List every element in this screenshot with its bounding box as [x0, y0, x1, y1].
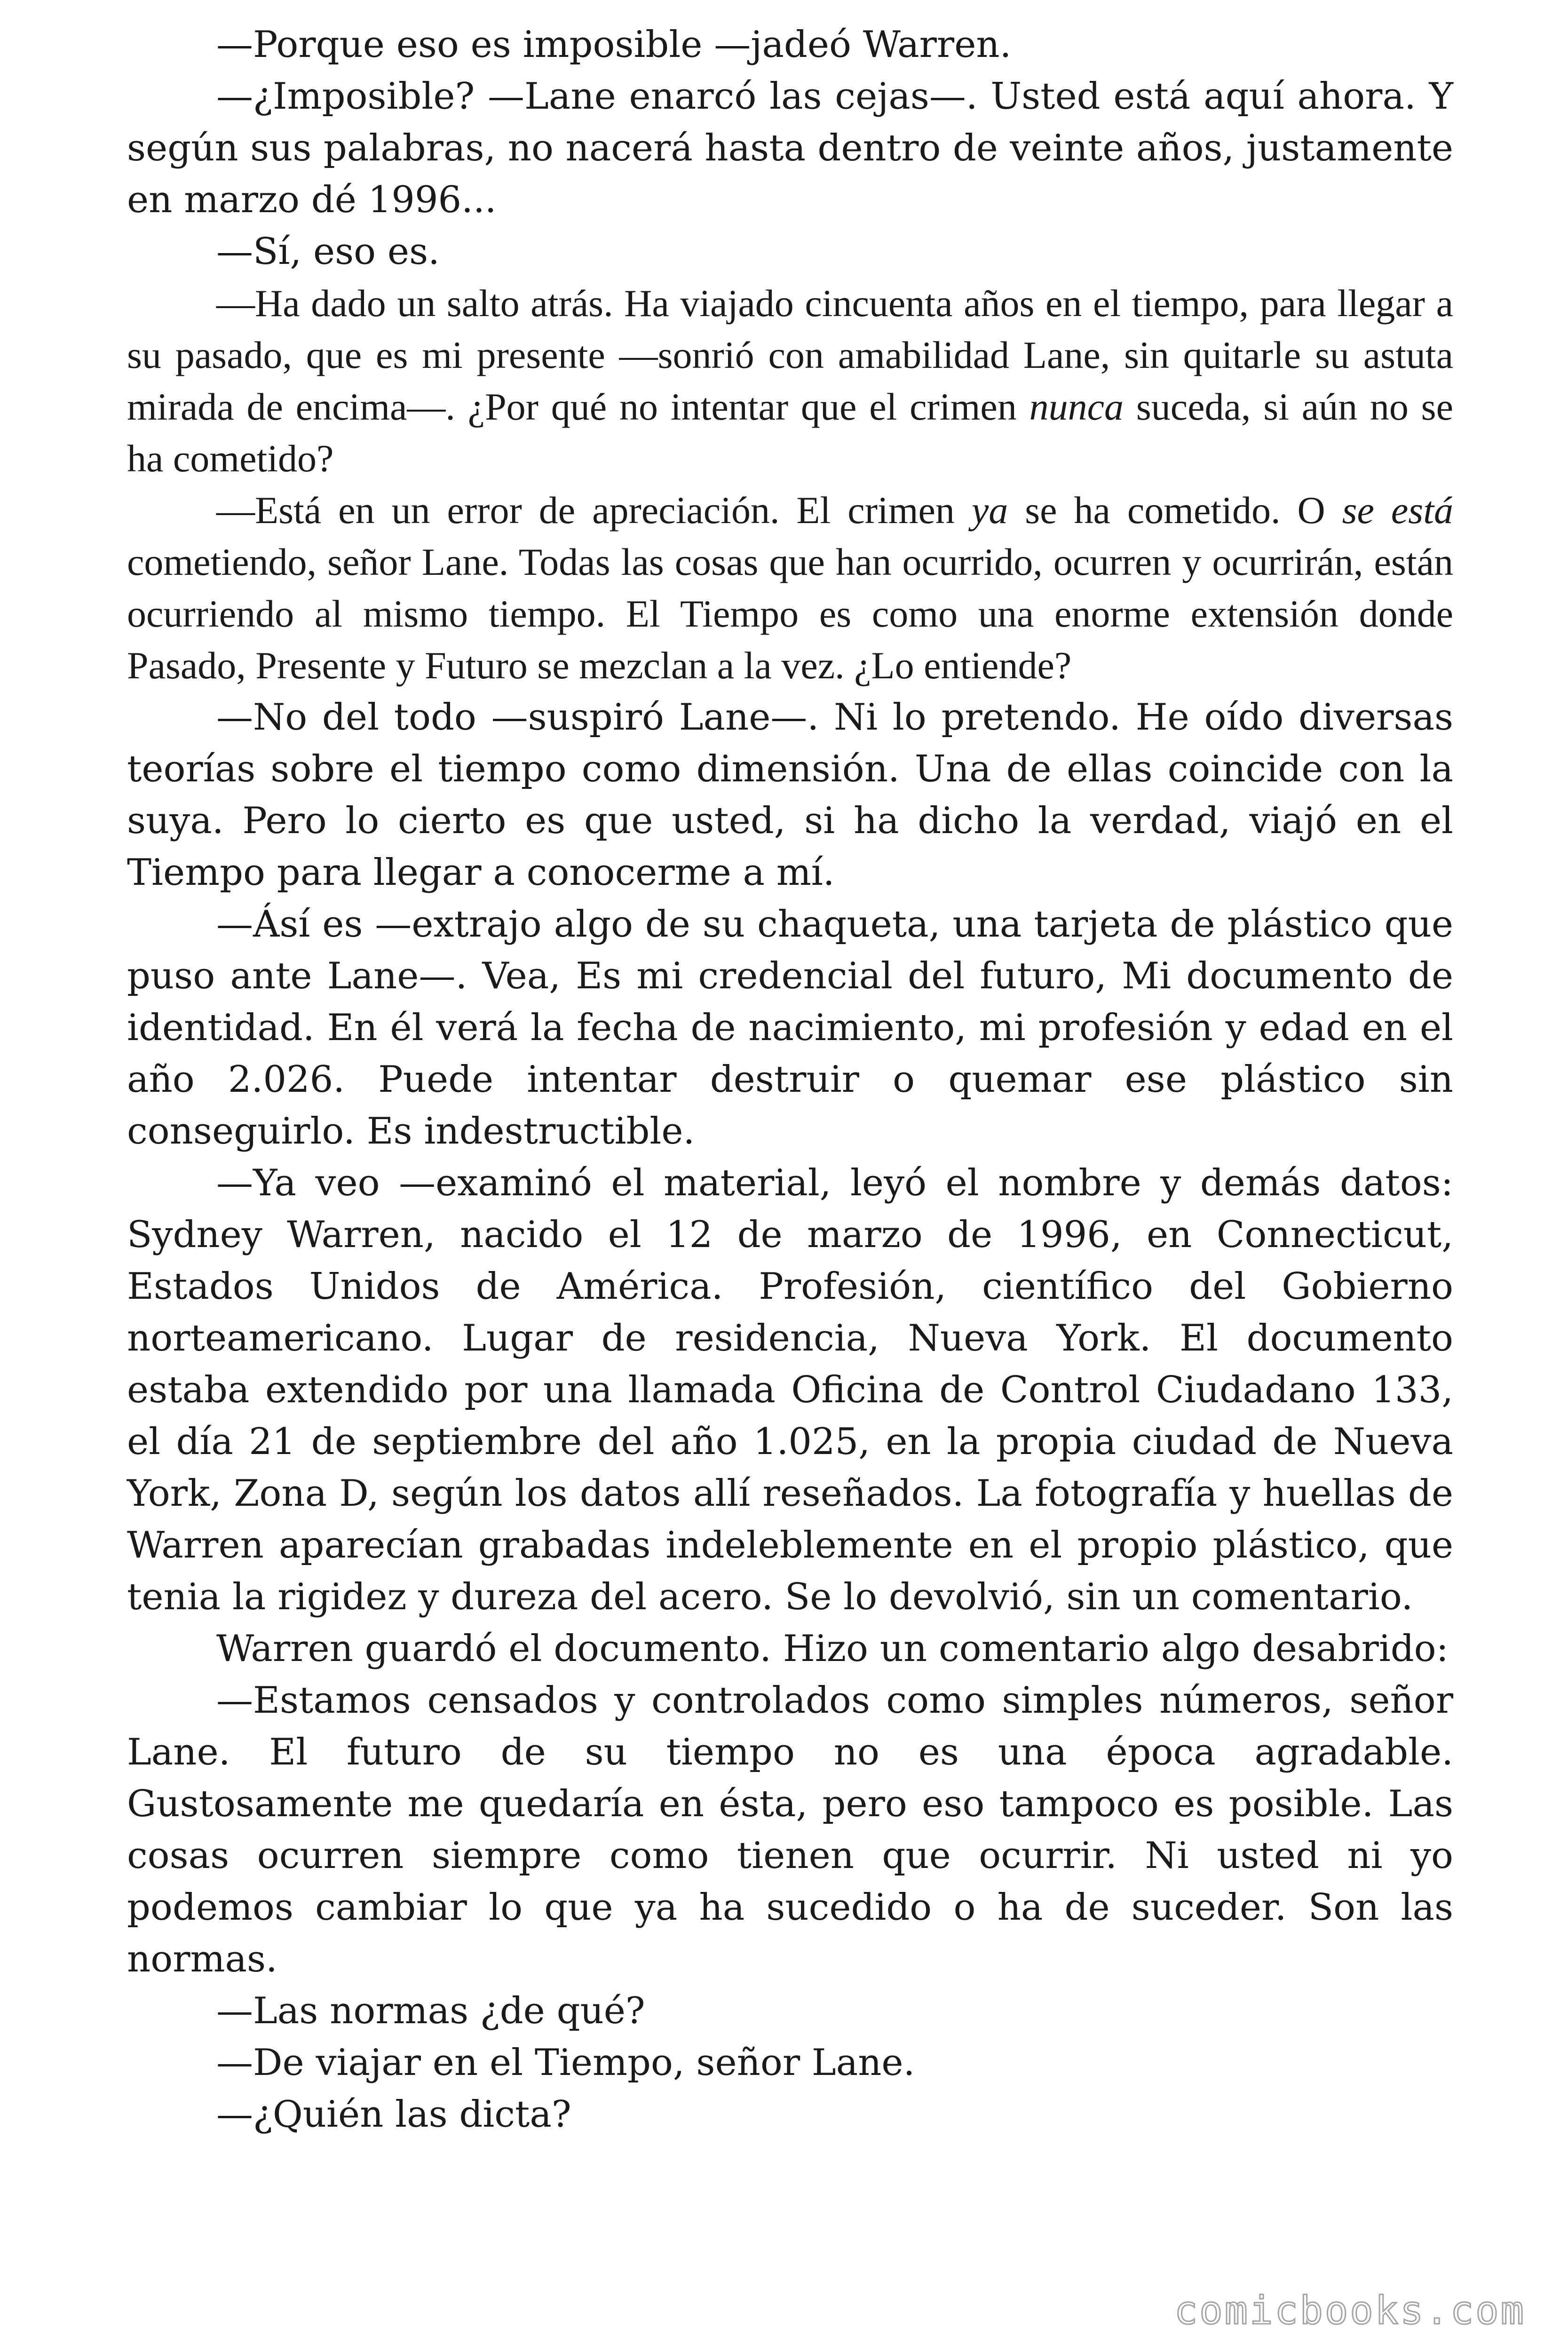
text-segment: —No del todo —suspiró Lane—. Ni lo pretendo. He oído diversas teorías sobre el tiempo como dimensión. Una de ellas coincide con la suya. Pero lo cierto es que usted, si ha dicho la verdad, viajó en el Tiempo para llegar a conocerme a mí. [127, 696, 1453, 894]
paragraph-p10 [127, 1675, 1453, 1985]
text-segment: cometiendo, señor Lane. Todas las cosas que han ocurrido, ocurren y ocurrirán, están ocurriendo al mismo tiempo. El Tiempo es como una enorme extensión donde Pasado, Presente y Futuro se mezclan a la vez. ¿Lo entiende? [127, 540, 1453, 687]
italic-text-segment: ya [971, 489, 1008, 532]
text-segment: —Ásí es —extrajo algo de su chaqueta, una tarjeta de plástico que puso ante Lane—. Vea, Es mi credencial del futuro, Mi documento de identidad. En él verá la fecha de nacimiento, mi profesión y edad en el año 2.026. Puede intentar destruir o quemar ese plástico sin conseguirlo. Es indestructible. [127, 903, 1453, 1152]
italic-text-segment: nunca [1029, 385, 1124, 428]
text-segment: —De viajar en el Tiempo, señor Lane. [216, 2042, 915, 2084]
text-segment: —Porque eso es imposible —jadeó Warren. [216, 24, 1012, 66]
text-segment: —Las normas ¿de qué? [216, 1990, 645, 2032]
paragraph-p6 [127, 691, 1453, 898]
text-column [127, 19, 1453, 2305]
paragraph-p8 [127, 1157, 1453, 1623]
text-segment: —Ha dado un salto atrás. Ha viajado cincuenta años en el tiempo, para llegar a su pasado, que es mi presente —sonrió con amabilidad Lane, sin quitarle su astuta mirada de encima—. ¿Por qué no intentar que el crimen [127, 282, 1453, 428]
paragraph-p12 [127, 2037, 1453, 2089]
text-segment: —¿Imposible? —Lane enarcó las cejas—. Usted está aquí ahora. Y según sus palabras, no nacerá hasta dentro de veinte años, justamente en marzo dé 1996... [127, 75, 1453, 221]
text-segment: —Sí, eso es. [216, 230, 440, 273]
paragraph-p11 [127, 1985, 1453, 2037]
paragraph-p2 [127, 71, 1453, 226]
paragraph-p9 [127, 1623, 1453, 1675]
paragraph-p7 [127, 898, 1453, 1157]
text-segment: —Ya veo —examinó el material, leyó el nombre y demás datos: Sydney Warren, nacido el 12 de marzo de 1996, en Connecticut, Estados Unidos de América. Profesión, científico del Gobierno norteamericano. Lugar de residencia, Nueva York. El documento estaba extendido por una llamada Oficina de Control Ciudadano 133, el día 21 de septiembre del año 1.025, en la propia ciudad de Nueva York, Zona D, según los datos allí reseñados. La fotografía y huellas de Warren aparecían grabadas indeleblemente en el propio plástico, que tenia la rigidez y dureza del acero. Se lo devolvió, sin un comentario. [127, 1162, 1453, 1618]
paragraph-p4 [127, 278, 1453, 485]
text-segment: —Estamos censados y controlados como simples números, señor Lane. El futuro de su tiempo no es una época agradable. Gustosamente me quedaría en ésta, pero eso tampoco es posible. Las cosas ocurren siempre como tienen que ocurrir. Ni usted ni yo podemos cambiar lo que ya ha sucedido o ha de suceder. Son las normas. [127, 1679, 1453, 1980]
italic-text-segment: se está [1342, 489, 1453, 532]
text-segment: suceda, si aún no se ha cometido? [127, 385, 1453, 480]
paragraph-p13 [127, 2089, 1453, 2140]
text-segment: —Está en un error de apreciación. El crimen [216, 489, 972, 532]
paragraph-p1 [127, 19, 1453, 71]
paragraph-p3 [127, 226, 1453, 278]
text-segment: se ha cometido. O [1008, 489, 1342, 532]
text-segment: —¿Quién las dicta? [216, 2093, 571, 2136]
paragraph-p5 [127, 485, 1453, 691]
watermark-text: comicbooks.com [1174, 2288, 1526, 2333]
text-segment: Warren guardó el documento. Hizo un comentario algo desabrido: [216, 1628, 1449, 1670]
